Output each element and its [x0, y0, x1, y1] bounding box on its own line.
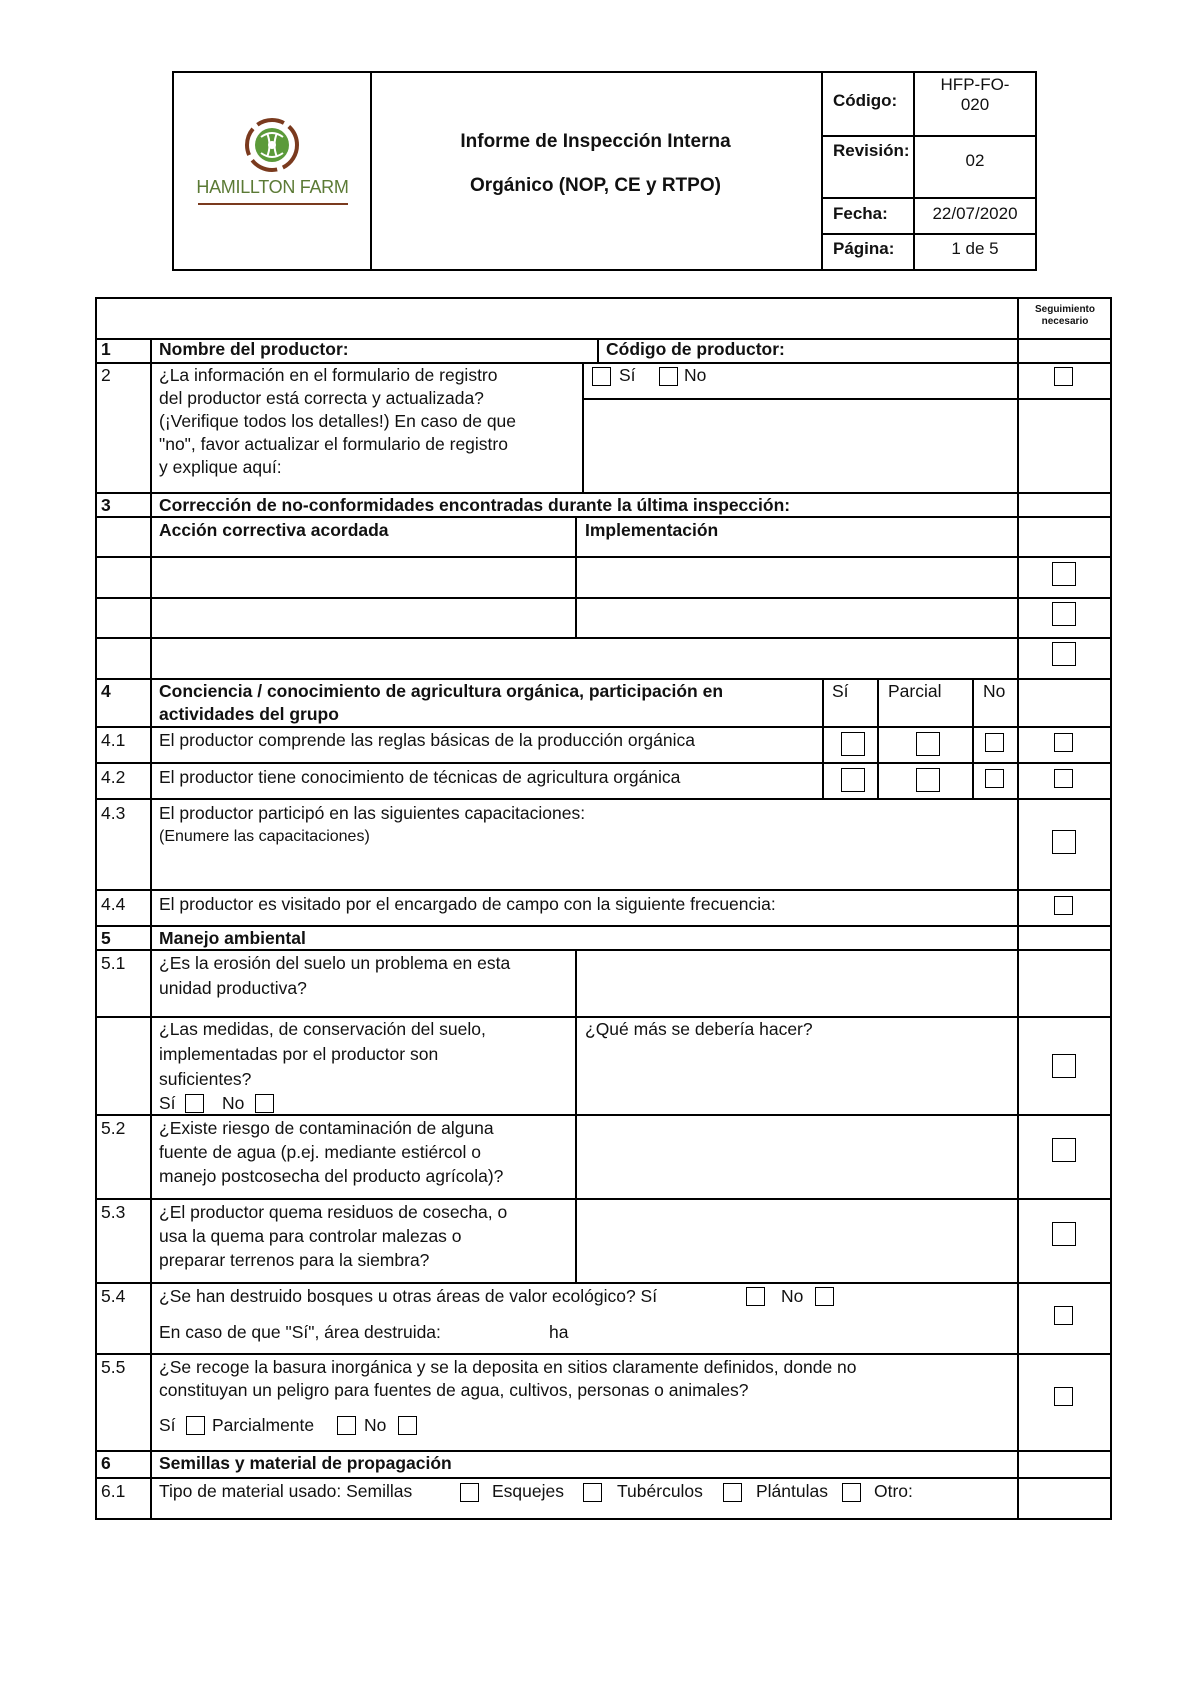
item-number: 4.2: [101, 767, 126, 787]
checkbox-label: Esquejes: [492, 1481, 564, 1501]
column-no-header: No: [983, 681, 1006, 701]
question-line: manejo postcosecha del producto agrícola)?: [159, 1166, 504, 1186]
item-number: 5.1: [101, 953, 126, 973]
checkbox-label: Plántulas: [756, 1481, 828, 1501]
cuttings-checkbox[interactable]: [583, 1483, 602, 1502]
question-line: ¿Se recoge la basura inorgánica y se la deposita en sitios claramente definidos, donde no: [159, 1357, 857, 1377]
item-text: El productor es visitado por el encargado de campo con la siguiente frecuencia:: [159, 894, 776, 914]
registration-no-checkbox[interactable]: [659, 367, 678, 386]
item-number: 5.2: [101, 1118, 126, 1138]
producer-code-label: Código de productor:: [606, 339, 785, 359]
meta-label: Fecha:: [823, 197, 915, 233]
checkbox-label: Sí: [159, 1415, 176, 1435]
followup-checkbox[interactable]: [1052, 1138, 1076, 1162]
garbage-no-checkbox[interactable]: [398, 1416, 417, 1435]
item-number: 4.4: [101, 894, 126, 914]
producer-name-label: Nombre del productor:: [159, 339, 349, 359]
yes-checkbox[interactable]: [841, 768, 865, 792]
item-number: 5.4: [101, 1286, 126, 1306]
item-number: 5.3: [101, 1202, 126, 1222]
item-number: 5.5: [101, 1357, 126, 1377]
checkbox-label: Parcialmente: [212, 1415, 315, 1435]
section-title-line: Conciencia / conocimiento de agricultura orgánica, participación en: [159, 681, 724, 701]
implementation-header: Implementación: [585, 520, 719, 540]
item-text: El productor participó en las siguientes capacitaciones:: [159, 803, 586, 823]
section-title: Semillas y material de propagación: [159, 1453, 452, 1473]
question-line: ¿Existe riesgo de contaminación de alguna: [159, 1118, 494, 1138]
question-line: constituyan un peligro para fuentes de agua, cultivos, personas o animales?: [159, 1380, 749, 1400]
column-partial-header: Parcial: [888, 681, 942, 701]
meta-label: Página:: [823, 233, 915, 269]
registration-yes-checkbox[interactable]: [592, 367, 611, 386]
checkbox-label: Sí: [619, 365, 636, 385]
meta-label: Código:: [823, 73, 915, 135]
checkbox-label: Tubérculos: [617, 1481, 703, 1501]
checkbox-label: No: [364, 1415, 387, 1435]
item-text: El productor comprende las reglas básicas de la producción orgánica: [159, 730, 695, 750]
material-type-label: Tipo de material usado: Semillas: [159, 1481, 413, 1501]
seeds-checkbox[interactable]: [460, 1483, 479, 1502]
followup-checkbox[interactable]: [1054, 769, 1073, 788]
destroyed-area-label: En caso de que "Sí", área destruida:: [159, 1322, 441, 1342]
section-number: 4: [101, 681, 111, 701]
question-line: implementadas por el productor son: [159, 1044, 439, 1064]
section-title-line: actividades del grupo: [159, 704, 339, 724]
partial-checkbox[interactable]: [916, 768, 940, 792]
section-number: 3: [101, 495, 111, 515]
document-subtitle: Orgánico (NOP, CE y RTPO): [470, 175, 721, 196]
logo-text: HAMILLTON FARM: [196, 177, 349, 197]
conservation-yes-checkbox[interactable]: [185, 1094, 204, 1113]
what-else-label: ¿Qué más se debería hacer?: [585, 1019, 813, 1039]
checkbox-label: No: [781, 1286, 804, 1306]
question-line: y explique aquí:: [159, 457, 282, 477]
question-line: ¿La información en el formulario de registro: [159, 365, 498, 385]
question-line: fuente de agua (p.ej. mediante estiércol o: [159, 1142, 482, 1162]
garbage-partial-checkbox[interactable]: [337, 1416, 356, 1435]
question-line: ¿El productor quema residuos de cosecha, o: [159, 1202, 508, 1222]
item-text: El productor tiene conocimiento de técnicas de agricultura orgánica: [159, 767, 681, 787]
forest-destroyed-no-checkbox[interactable]: [815, 1287, 834, 1306]
question-text: ¿Se han destruido bosques u otras áreas de valor ecológico? Sí: [159, 1286, 658, 1306]
checkbox-label: No: [222, 1093, 245, 1113]
followup-checkbox[interactable]: [1054, 1387, 1073, 1406]
section-title: Corrección de no-conformidades encontradas durante la última inspección:: [159, 495, 791, 515]
area-unit: ha: [549, 1322, 569, 1342]
no-checkbox[interactable]: [985, 769, 1004, 788]
yes-checkbox[interactable]: [841, 732, 865, 756]
tubers-checkbox[interactable]: [723, 1483, 742, 1502]
followup-checkbox[interactable]: [1054, 367, 1073, 386]
question-line: preparar terrenos para la siembra?: [159, 1250, 430, 1270]
other-label: Otro:: [874, 1481, 913, 1501]
followup-checkbox[interactable]: [1052, 642, 1076, 666]
meta-value: 1 de 5: [951, 239, 999, 258]
meta-value: HFP-FO-020: [940, 75, 1010, 114]
question-line: usa la quema para controlar malezas o: [159, 1226, 462, 1246]
section-number: 5: [101, 928, 111, 948]
question-line: suficientes?: [159, 1069, 252, 1089]
followup-checkbox[interactable]: [1052, 562, 1076, 586]
section-number: 1: [101, 339, 111, 359]
followup-checkbox[interactable]: [1052, 1054, 1076, 1078]
followup-checkbox[interactable]: [1054, 733, 1073, 752]
question-line: del productor está correcta y actualizada?: [159, 388, 484, 408]
question-line: ¿Las medidas, de conservación del suelo,: [159, 1019, 486, 1039]
seedlings-checkbox[interactable]: [842, 1483, 861, 1502]
checkbox-label: No: [684, 365, 707, 385]
item-number: 6.1: [101, 1481, 126, 1501]
meta-label: Revisión:: [823, 135, 915, 197]
meta-value: 22/07/2020: [932, 204, 1018, 223]
partial-checkbox[interactable]: [916, 732, 940, 756]
section-number: 2: [101, 365, 111, 385]
section-number: 6: [101, 1453, 111, 1473]
followup-checkbox[interactable]: [1052, 830, 1076, 854]
conservation-no-checkbox[interactable]: [255, 1094, 274, 1113]
corrective-action-header: Acción correctiva acordada: [159, 520, 389, 540]
meta-value: 02: [965, 151, 985, 170]
followup-checkbox[interactable]: [1054, 1306, 1073, 1325]
column-yes-header: Sí: [832, 681, 849, 701]
section-title: Manejo ambiental: [159, 928, 306, 948]
question-line: "no", favor actualizar el formulario de registro: [159, 434, 508, 454]
forest-destroyed-yes-checkbox[interactable]: [746, 1287, 765, 1306]
item-number: 4.1: [101, 730, 126, 750]
question-line: unidad productiva?: [159, 978, 307, 998]
followup-column-header: Seguimiento necesario: [1034, 304, 1095, 327]
question-line: ¿Es la erosión del suelo un problema en esta: [159, 953, 511, 973]
followup-checkbox[interactable]: [1054, 896, 1073, 915]
followup-checkbox[interactable]: [1052, 602, 1076, 626]
item-subtext: (Enumere las capacitaciones): [159, 828, 370, 845]
checkbox-label: Sí: [159, 1093, 176, 1113]
document-title: Informe de Inspección Interna: [460, 131, 731, 152]
followup-checkbox[interactable]: [1052, 1222, 1076, 1246]
no-checkbox[interactable]: [985, 733, 1004, 752]
item-number: 4.3: [101, 803, 126, 823]
garbage-yes-checkbox[interactable]: [186, 1416, 205, 1435]
question-line: (¡Verifique todos los detalles!) En caso de que: [159, 411, 517, 431]
